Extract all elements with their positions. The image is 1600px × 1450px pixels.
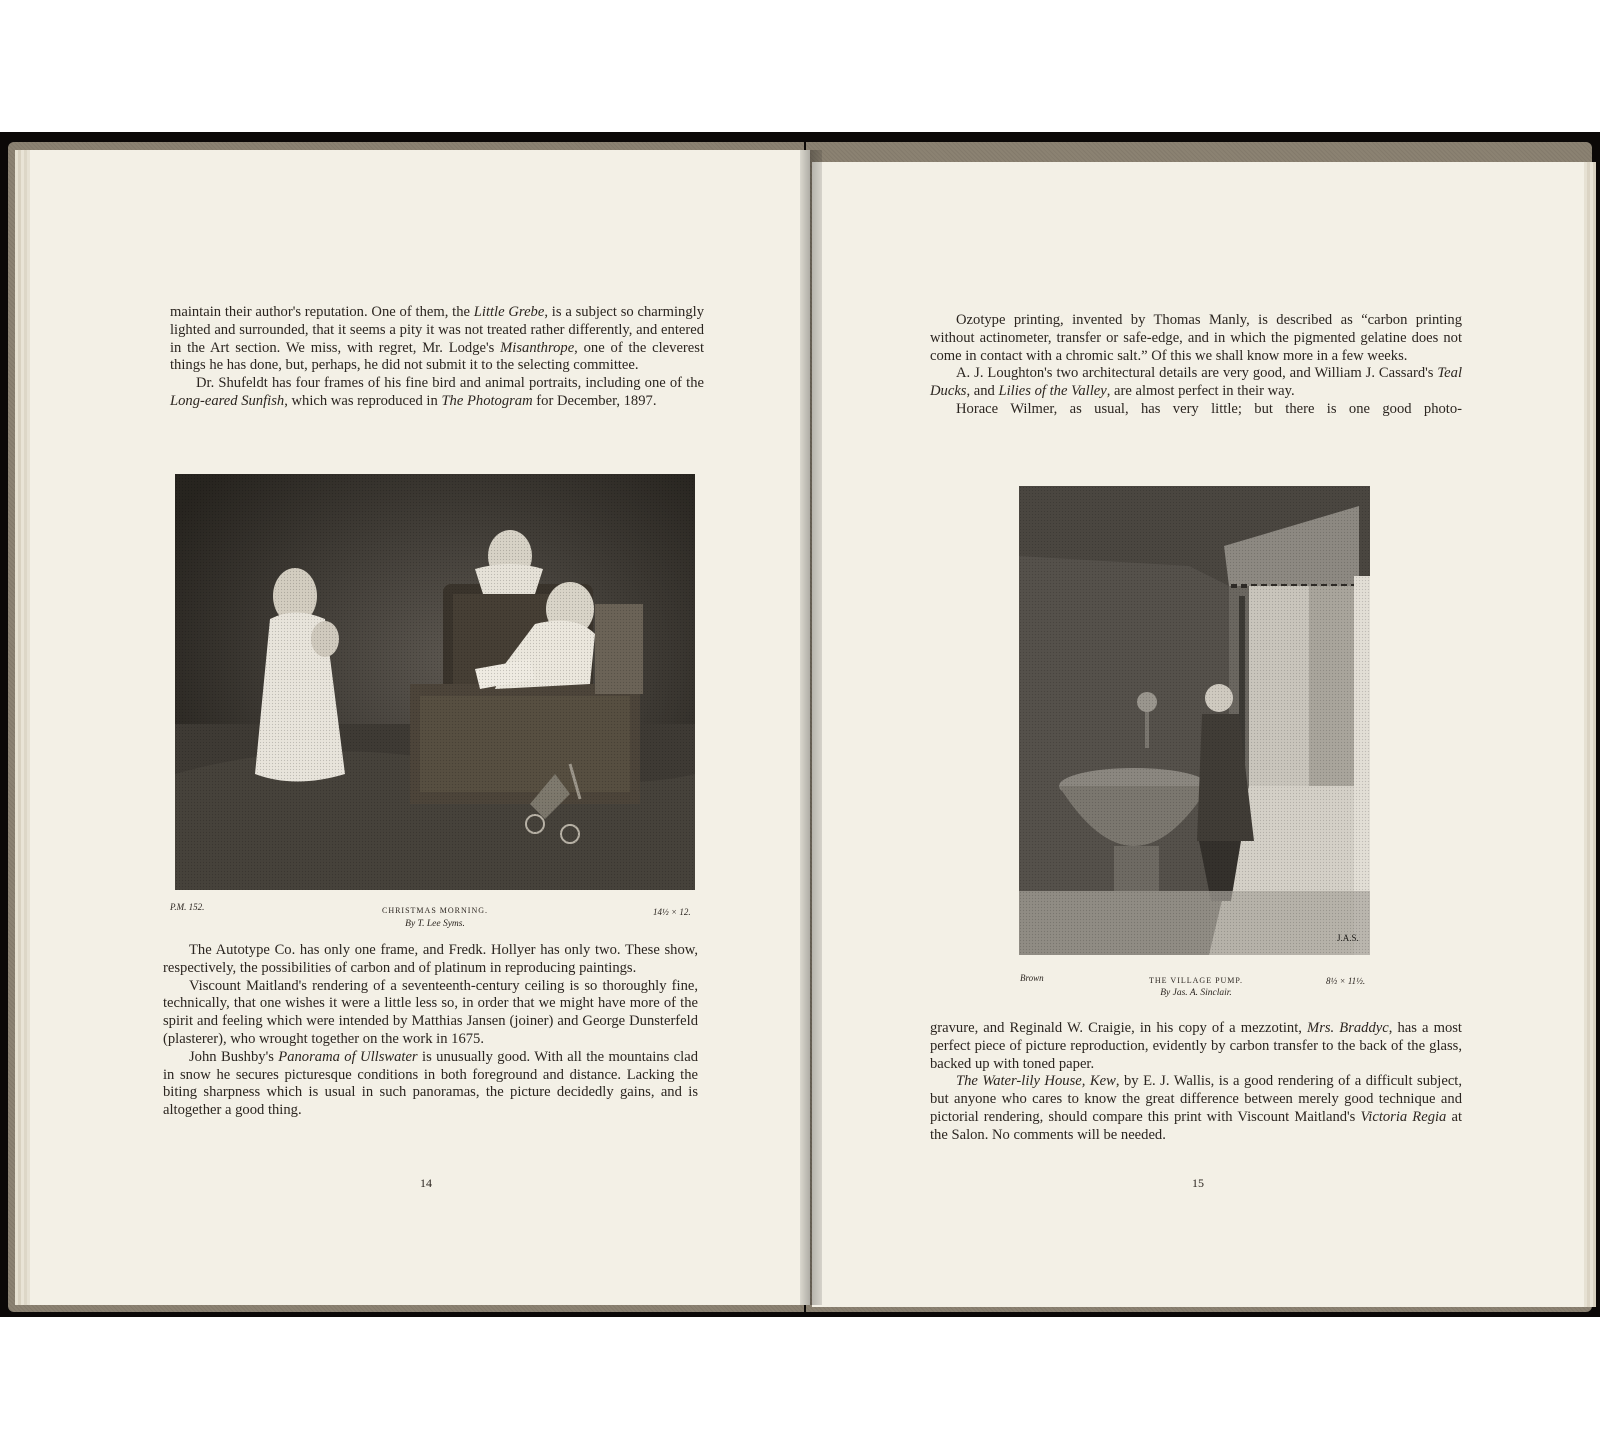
left-plate-size: 14½ × 12. [653,907,691,917]
right-plate-size: 8½ × 11½. [1326,976,1366,986]
left-plate-number: P.M. 152. [170,902,205,912]
right-para-2: A. J. Loughton's two architectural details are very good, and William J. Cassard's Teal Ducks, and Lilies of the Valley, are almost perfect in their way. [930,365,1462,400]
right-text-bottom [930,1020,1462,1145]
christmas-morning-photo [175,474,695,890]
left-para-3: The Autotype Co. has only one frame, and Fredk. Hollyer has only two. These show, respectively, the possibilities of carbon and of platinum in reproducing paintings. [163,942,698,976]
right-plate-process: Brown [1020,973,1044,983]
left-plate-author: By T. Lee Syms. [405,919,465,929]
left-para-5: John Bushby's Panorama of Ullswater is unusually good. With all the mountains clad in snow he secures picturesque conditions in both foreground and distance. Lacking the biting sharpness which is usual in such panoramas, the picture decidedly gains, and is altogether a good thing. [163,1048,698,1119]
left-para-4: Viscount Maitland's rendering of a seventeenth-century ceiling is so thoroughly fine, technically, that one wishes it were a little less so, in order that we might have more of the spirit and feeling which were intended by Matthias Jansen (joiner) and George Dunsterfeld (plasterer), who wrought together on the work in 1675. [163,977,698,1047]
right-para-1: Ozotype printing, invented by Thomas Manly, is described as “carbon printing without actinometer, transfer or safe-edge, and in which the pigmented gelatine does not come in contact with a chromic salt.” Of this we shall know more in a few weeks. [930,312,1462,364]
right-para-3: Horace Wilmer, as usual, has very little; but there is one good photo- [956,400,1462,417]
left-para-1: maintain their author's reputation. One of them, the Little Grebe, is a subject so charmingly lighted and surrounded, that it seems a pity it was not treated rather differently, and entered in the Art section. We miss, with regret, Mr. Lodge's Misanthrope, one of the cleverest things he has done, but, perhaps, he did not submit it to the selecting committee. [170,304,705,374]
left-text-bottom [163,942,698,1120]
left-page-number: 14 [420,1176,432,1190]
right-para-4: gravure, and Reginald W. Craigie, in his copy of a mezzotint, Mrs. Braddyc, has a most perfect piece of picture reproduction, evidently by carbon transfer to the back of the glass, backed up with toned paper. [930,1020,1462,1072]
left-plate-title: CHRISTMAS MORNING. [381,906,488,915]
left-text-top [170,304,704,411]
village-pump-photo [1019,486,1370,955]
right-para-5: The Water-lily House, Kew, by E. J. Wallis, is a good rendering of a difficult subject, but anyone who cares to know the great difference between merely good technique and pictorial rendering, should compare this print with Viscount Maitland's Victoria Regia at the Salon. No comments will be needed. [930,1073,1462,1143]
right-page-number: 15 [1192,1176,1204,1190]
left-para-2: Dr. Shufeldt has four frames of his fine bird and animal portraits, including one of the Long-eared Sunfish, which was reproduced in The Photogram for December, 1897. [170,375,704,409]
right-text-top [930,312,1462,419]
right-plate-title: THE VILLAGE PUMP. [1149,976,1243,985]
book-gutter [800,150,822,1305]
right-plate-author: By Jas. A. Sinclair. [1160,988,1232,998]
photo-monogram: J.A.S. [1337,933,1359,943]
